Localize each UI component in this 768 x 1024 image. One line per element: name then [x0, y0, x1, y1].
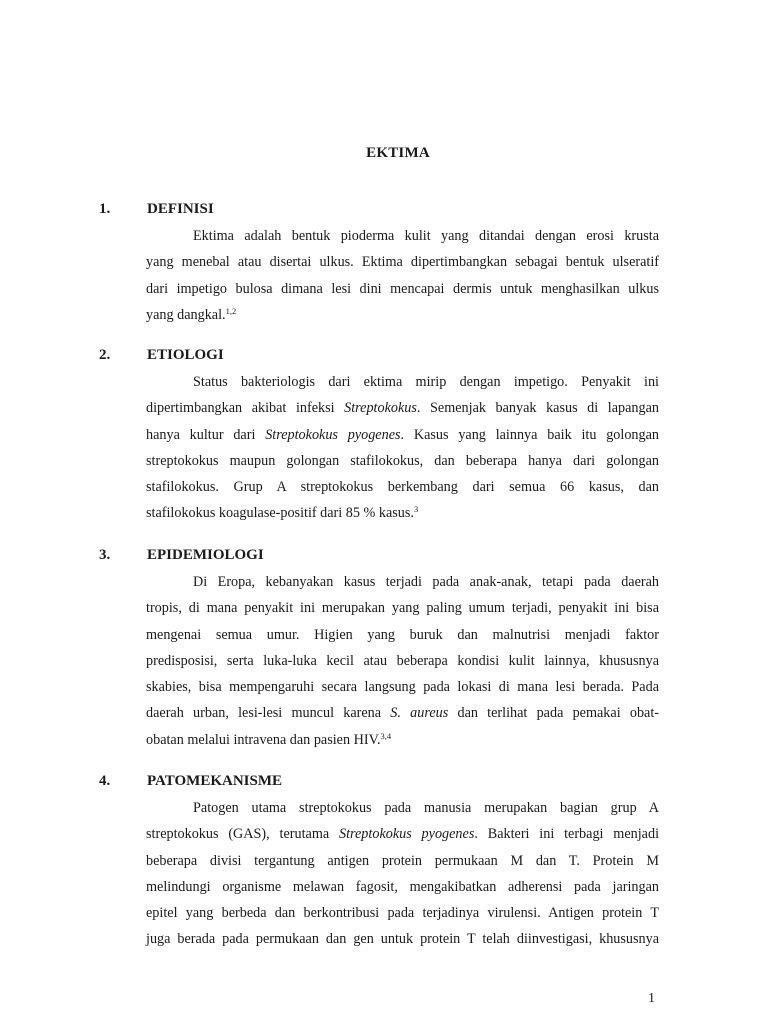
- paragraph-line: beberapa divisi tergantung antigen protein permukaan M dan T. Protein M: [146, 852, 659, 869]
- paragraph-line: [146, 302, 659, 328]
- paragraph-line: epitel yang berbeda dan berkontribusi pada terjadinya virulensi. Antigen protein T: [146, 905, 659, 922]
- section-heading-epidemiologi: [99, 547, 264, 564]
- document-title: EKTIMA: [366, 145, 430, 161]
- section-number: 4.: [99, 773, 111, 789]
- paragraph-definisi: [146, 223, 659, 328]
- italic-term: Streptokokus pyogenes: [338, 826, 475, 843]
- citation-ref: 3: [413, 504, 419, 515]
- paragraph-line: Status bakteriologis dari ektima mirip dengan impetigo. Penyakit ini: [193, 374, 659, 390]
- section-number: 1.: [99, 201, 111, 217]
- paragraph-patomekanisme: [146, 795, 659, 953]
- line-text: stafilokokus koagulase-positif dari 85 % kasus.: [146, 505, 414, 522]
- paragraph-line: tropis, di mana penyakit ini merupakan yang paling umum terjadi, penyakit ini bisa: [146, 600, 659, 617]
- citation-ref: 3,4: [380, 730, 392, 741]
- paragraph-line: Patogen utama streptokokus pada manusia merupakan bagian grup A: [193, 800, 659, 816]
- section-title: EPIDEMIOLOGI: [147, 547, 264, 563]
- section-heading-etiologi: [99, 347, 224, 364]
- paragraph-line: mengenai semua umur. Higien yang buruk dan malnutrisi menjadi faktor: [146, 626, 659, 643]
- section-heading-patomekanisme: [99, 773, 282, 790]
- line-text: . Kasus yang lainnya baik itu golongan: [400, 426, 660, 443]
- line-text: daerah urban, lesi-lesi muncul karena: [146, 705, 382, 722]
- section-title: DEFINISI: [147, 201, 214, 217]
- page-number: 1: [648, 991, 655, 1006]
- paragraph-line: [146, 395, 659, 421]
- italic-term: S. aureus: [390, 705, 449, 722]
- paragraph-line: predisposisi, serta luka-luka kecil atau beberapa kondisi kulit lainnya, khususnya: [146, 652, 659, 669]
- paragraph-line: stafilokokus. Grup A streptokokus berkembang dari semua 66 kasus, dan: [146, 479, 659, 496]
- paragraph-line: [146, 727, 659, 753]
- paragraph-line: streptokokus maupun golongan stafilokokus, dan beberapa hanya dari golongan: [146, 452, 659, 469]
- section-title: ETIOLOGI: [147, 347, 224, 363]
- paragraph-line: [146, 500, 659, 526]
- line-text: yang dangkal.: [146, 306, 226, 323]
- section-number: 2.: [99, 347, 111, 363]
- paragraph-line: yang menebal atau disertai ulkus. Ektima dipertimbangkan sebagai bentuk ulseratif: [146, 254, 659, 271]
- line-text: obatan melalui intravena dan pasien HIV.: [146, 731, 381, 748]
- paragraph-line: skabies, bisa mempengaruhi secara langsung pada lokasi di mana lesi berada. Pada: [146, 679, 659, 696]
- paragraph-line: Di Eropa, kebanyakan kasus terjadi pada anak-anak, tetapi pada daerah: [193, 574, 659, 590]
- paragraph-epidemiologi: [146, 569, 659, 753]
- italic-term: Streptokokus: [344, 400, 417, 417]
- section-number: 3.: [99, 547, 111, 563]
- paragraph-line: [146, 422, 659, 448]
- paragraph-line: [146, 821, 659, 847]
- line-text: . Bakteri ini terbagi menjadi: [474, 826, 660, 843]
- line-text: dipertimbangkan akibat infeksi: [146, 400, 335, 417]
- italic-term: Streptokokus pyogenes: [265, 426, 401, 443]
- section-title: PATOMEKANISME: [147, 773, 283, 789]
- paragraph-line: dari impetigo bulosa dimana lesi dini mencapai dermis untuk menghasilkan ulkus: [146, 280, 659, 297]
- paragraph-etiologi: [146, 369, 659, 527]
- citation-ref: 1,2: [225, 305, 237, 316]
- paragraph-line: juga berada pada permukaan dan gen untuk protein T telah diinvestigasi, khususnya: [146, 931, 659, 948]
- paragraph-line: Ektima adalah bentuk pioderma kulit yang ditandai dengan erosi krusta: [193, 228, 659, 244]
- line-text: dan terlihat pada pemakai obat-: [448, 705, 660, 722]
- paragraph-line: melindungi organisme melawan fagosit, mengakibatkan adherensi pada jaringan: [146, 878, 659, 895]
- section-heading-definisi: [99, 201, 214, 218]
- line-text: . Semenjak banyak kasus di lapangan: [416, 400, 660, 417]
- line-text: streptokokus (GAS), terutama: [146, 826, 330, 843]
- paragraph-line: [146, 700, 659, 726]
- line-text: hanya kultur dari: [146, 426, 256, 443]
